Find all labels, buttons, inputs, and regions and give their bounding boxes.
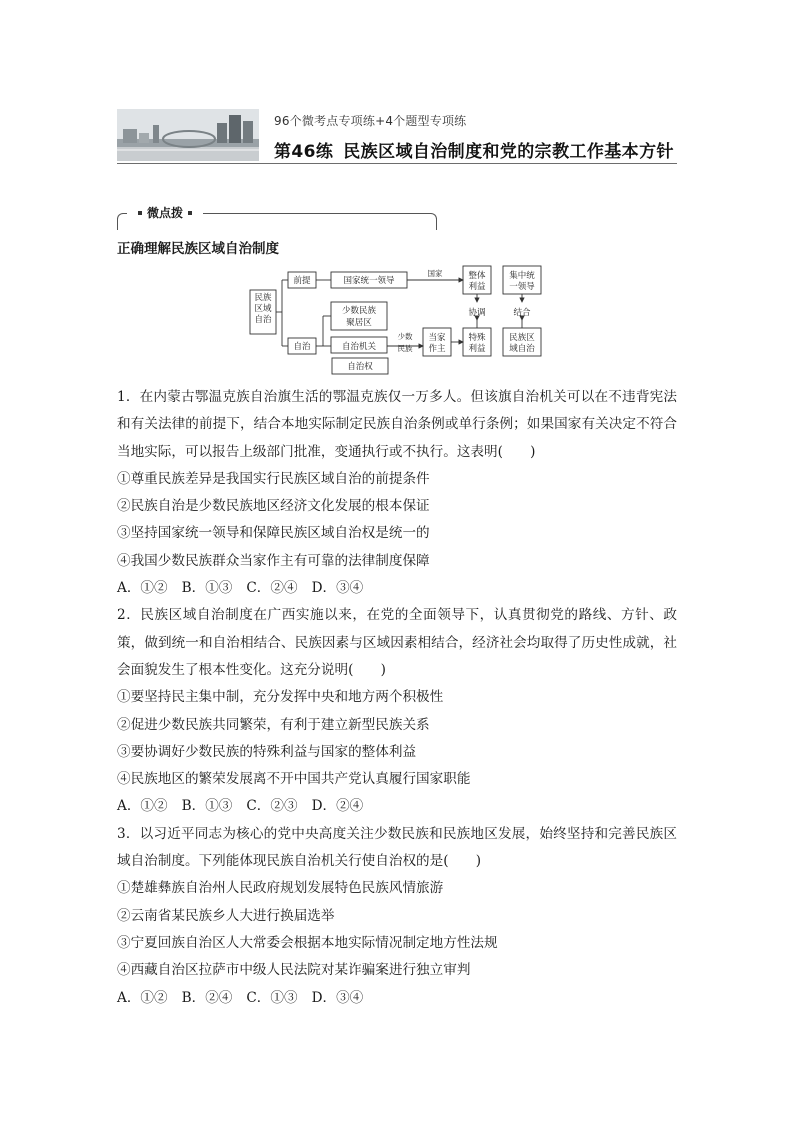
centralized-leadership-text: 集中统一领导 <box>509 271 535 292</box>
answer-choices <box>117 793 677 820</box>
option-item: ③宁夏回族自治区人大常委会根据本地实际情况制定地方性法规 <box>117 934 498 951</box>
option-item: ②云南省某民族乡人大进行换届选举 <box>117 907 335 924</box>
autonomous-organ-label: 自治机关 <box>341 342 377 352</box>
combine-label: 结合 <box>513 308 531 318</box>
choice-b: B．②④ <box>181 989 233 1006</box>
concept-diagram <box>245 262 550 364</box>
state-label: 国家 <box>427 269 443 278</box>
choice-d: D．②④ <box>311 798 364 815</box>
option-item: ④民族地区的繁荣发展离不开中国共产党认真履行国家职能 <box>117 771 471 788</box>
option-item: ③坚持国家统一领导和保障民族区域自治权是统一的 <box>117 525 430 542</box>
header-divider <box>117 163 677 164</box>
option-item: ②民族自治是少数民族地区经济文化发展的根本保证 <box>117 498 430 515</box>
choice-a: A．①② <box>117 798 168 815</box>
section-heading: 正确理解民族区域自治制度 <box>117 241 279 257</box>
option-item: ③要协调好少数民族的特殊利益与国家的整体利益 <box>117 743 417 760</box>
question-2 <box>117 602 677 820</box>
option-item: ④我国少数民族群众当家作主有可靠的法律制度保障 <box>117 552 430 569</box>
minority-area-text: 少数民族聚居区 <box>341 306 377 328</box>
autonomy-right-box <box>331 357 389 377</box>
question-1 <box>117 384 677 602</box>
choice-c: C．②③ <box>246 798 298 815</box>
choice-a: A．①② <box>117 989 168 1006</box>
choice-c: C．①③ <box>246 989 298 1006</box>
autonomy-label: 自治 <box>293 342 311 352</box>
special-interest-text: 特殊利益 <box>468 333 486 354</box>
lesson-title: 民族区域自治制度和党的宗教工作基本方针 <box>343 142 674 162</box>
autonomy-right-label: 自治权 <box>347 362 373 372</box>
coordinate-label: 协调 <box>468 308 486 318</box>
option-item: ④西藏自治区拉萨市中级人民法院对某诈骗案进行独立审判 <box>117 962 471 979</box>
square-bullet-icon <box>138 211 142 215</box>
choice-b: B．①③ <box>181 580 233 597</box>
question-stem: 1．在内蒙古鄂温克族自治旗生活的鄂温克族仅一万多人。但该旗自治机关可以在不违背宪法和有关法律的前提下，结合本地实际制定民族自治条例或单行条例；如果国家有关决定不符合当地实际，可以报告上级部门批准，变通执行或不执行。这表明( ) <box>117 389 677 460</box>
question-3 <box>117 821 677 1012</box>
premise-label: 前提 <box>293 276 311 286</box>
choice-d: D．③④ <box>311 580 364 597</box>
option-item: ②促进少数民族共同繁荣，有利于建立新型民族关系 <box>117 716 430 733</box>
question-stem: 3．以习近平同志为核心的党中央高度关注少数民族和民族地区发展，始终坚持和完善民族区域自治制度。下列能体现民族自治机关行使自治权的是( ) <box>117 825 677 870</box>
square-bullet-icon <box>188 211 192 215</box>
root-text: 民族区域自治 <box>254 293 272 325</box>
city-skyline-illustration <box>117 109 259 161</box>
minority-label-text: 少数民族 <box>397 332 413 353</box>
master-text: 当家作主 <box>428 333 446 354</box>
lesson-number: 第46练 <box>274 142 334 162</box>
choice-d: D．③④ <box>311 989 364 1006</box>
tips-label-text: 微点拨 <box>147 206 184 220</box>
series-subtitle: 96个微考点专项练+4个题型专项练 <box>274 114 467 128</box>
choice-c: C．②④ <box>246 580 298 597</box>
question-list <box>117 384 677 1012</box>
overall-interest-text: 整体利益 <box>468 271 486 292</box>
tips-label <box>127 204 203 221</box>
option-item: ①楚雄彝族自治州人民政府规划发展特色民族风情旅游 <box>117 880 444 897</box>
page-title <box>274 137 674 162</box>
answer-choices <box>117 985 677 1012</box>
choice-a: A．①② <box>117 580 168 597</box>
option-item: ①要坚持民主集中制，充分发挥中央和地方两个积极性 <box>117 689 444 706</box>
header-banner-image <box>117 109 259 161</box>
regional-autonomy-text: 民族区域自治 <box>509 333 535 354</box>
option-item: ①尊重民族差异是我国实行民族区域自治的前提条件 <box>117 470 430 487</box>
question-stem: 2．民族区域自治制度在广西实施以来，在党的全面领导下，认真贯彻党的路线、方针、政策，做到统一和自治相结合、民族因素与区域因素相结合，经济社会均取得了历史性成就，社会面貌发生了根本性变化。这充分说明( ) <box>117 607 677 678</box>
answer-choices <box>117 575 677 602</box>
unified-leadership-label: 国家统一领导 <box>343 276 395 286</box>
choice-b: B．①③ <box>181 798 233 815</box>
